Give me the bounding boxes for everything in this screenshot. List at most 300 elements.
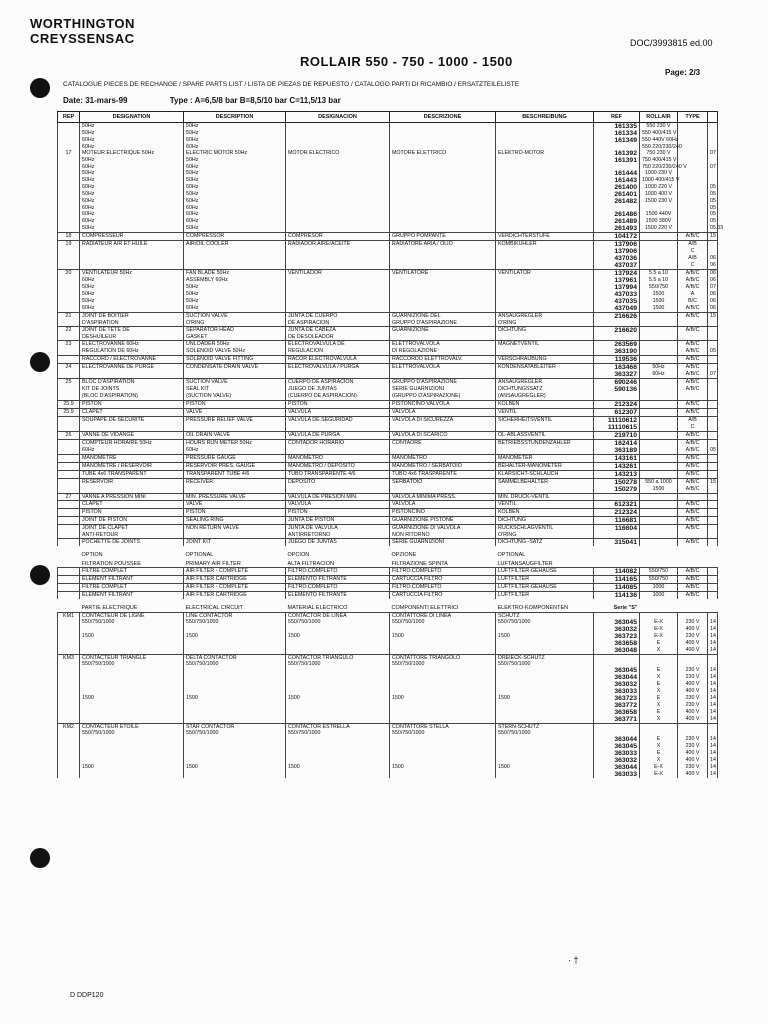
cell-designacion: MOTOR ELECTRICO — [286, 150, 390, 157]
cell-ref-number — [594, 612, 640, 619]
cell-ref: 20 — [58, 270, 80, 278]
cell-beschreibung: 1500 — [496, 764, 594, 771]
cell-beschreibung — [496, 291, 594, 298]
cell-description — [184, 736, 286, 743]
cell-ref-number: 161391 — [594, 157, 640, 164]
table-row — [58, 695, 718, 702]
cell-type: A/B/C — [678, 508, 708, 516]
table-row — [58, 255, 718, 262]
cell-designation: 50Hz — [80, 157, 184, 164]
cell-beschreibung — [496, 716, 594, 723]
cell-ref-number: 437037 — [594, 262, 640, 269]
table-row — [58, 123, 718, 131]
cell-designacion: CONTACTOR TRIANGULO — [286, 655, 390, 662]
cell-description: CONDENSATE DRAIN VALVE — [184, 364, 286, 372]
cell-ref: KM1 — [58, 612, 80, 619]
cell-note: 05 — [708, 211, 718, 218]
cell-designation: CONTACTEUR DE LIGNE — [80, 612, 184, 619]
cell-designation: TUBE 4x6 TRANSPARENT — [80, 470, 184, 478]
cell-rollair: X — [640, 716, 678, 723]
cell-designacion: 550/750/1000 — [286, 661, 390, 667]
cell-ref-number: 363658 — [594, 709, 640, 716]
cell-note: 06 — [708, 305, 718, 313]
cell-descrizione: CONTATTORE STELLA — [390, 724, 496, 731]
cell-note — [708, 439, 718, 447]
cell-beschreibung — [496, 255, 594, 262]
cell-rollair: 750 220/230/240 V — [640, 164, 678, 170]
column-header-description: DESCRIPTION — [184, 112, 286, 123]
cell-note — [708, 431, 718, 439]
table-row — [58, 356, 718, 364]
cell-rollair: X — [640, 702, 678, 709]
cell-note — [708, 379, 718, 387]
cell-ref-number: 119536 — [594, 356, 640, 364]
cell-designation — [80, 702, 184, 709]
cell-designacion — [286, 255, 390, 262]
cell-rollair — [640, 262, 678, 269]
cell-ref-number: 161444 — [594, 170, 640, 177]
cell-beschreibung: LUFTFILTER-GEHAUSE — [496, 567, 594, 575]
cell-designation — [80, 716, 184, 723]
cell-beschreibung — [496, 640, 594, 647]
cell-designation: DESHUILEUR — [80, 334, 184, 341]
cell-designacion: FILTRO COMPLETO — [286, 567, 390, 575]
cell-ref-number: 161334 — [594, 130, 640, 137]
cell-description: 60Hz — [184, 184, 286, 191]
column-header-ref: REP — [58, 112, 80, 123]
cell-note — [708, 724, 718, 731]
cell-ref-number — [594, 334, 640, 341]
cell-rollair: 50Hz — [640, 364, 678, 372]
cell-ref — [58, 177, 80, 184]
cell-ref-number: 137994 — [594, 284, 640, 291]
cell-designation — [80, 709, 184, 716]
cell-beschreibung: VENTIL — [496, 408, 594, 416]
cell-type: 230 V — [678, 674, 708, 681]
cell-type: A/B/C — [678, 348, 708, 356]
cell-note — [708, 591, 718, 599]
cell-beschreibung — [496, 371, 594, 379]
cell-designacion: PISTON — [286, 508, 390, 516]
cell-note — [708, 241, 718, 249]
cell-ref-number: 143261 — [594, 462, 640, 470]
cell-description: SUCTION VALVE — [184, 313, 286, 321]
cell-designacion: RACOR ELECTROVALVULA — [286, 356, 390, 364]
cell-ref-number: 114165 — [594, 575, 640, 583]
table-row — [58, 348, 718, 356]
cell-note — [708, 575, 718, 583]
cell-note — [708, 493, 718, 500]
table-row — [58, 493, 718, 500]
table-row — [58, 277, 718, 284]
cell-beschreibung — [496, 298, 594, 305]
cell-designacion — [286, 248, 390, 255]
cell-beschreibung: LUFTFILTER-GEHAUSE — [496, 583, 594, 591]
cell-descrizione: NON RITORNO — [390, 532, 496, 539]
table-row — [58, 157, 718, 164]
table-row — [58, 583, 718, 591]
cell-designacion: DEPOSITO — [286, 478, 390, 486]
cell-descrizione — [390, 688, 496, 695]
column-header-designacion: DESIGNACION — [286, 112, 390, 123]
cell-type: 230 V — [678, 702, 708, 709]
cell-beschreibung: KLARSICHT-SCHLAUCH — [496, 470, 594, 478]
cell-ref — [58, 454, 80, 462]
cell-descrizione — [390, 702, 496, 709]
cell-type: A/B/C — [678, 567, 708, 575]
cell-note — [708, 327, 718, 335]
cell-descrizione: PISTONCINO VALVOLA — [390, 400, 496, 408]
cell-note: 05 — [708, 447, 718, 455]
cell-designacion — [286, 743, 390, 750]
cell-note — [708, 486, 718, 494]
column-header-beschreibung: BESCHREIBUNG — [496, 112, 594, 123]
cell-ref — [58, 277, 80, 284]
cell-descrizione: VALVOLA DI SICUREZZA — [390, 416, 496, 424]
cell-type: A/B/C — [678, 454, 708, 462]
cell-rollair: 1000 400 V — [640, 191, 678, 198]
cell-ref — [58, 170, 80, 177]
cell-ref — [58, 439, 80, 447]
cell-beschreibung — [496, 211, 594, 218]
cell-description: AIR FILTER - COMPLETE — [184, 583, 286, 591]
cell-description — [184, 681, 286, 688]
cell-ref — [58, 647, 80, 654]
cell-rollair: 1500 230 V — [640, 198, 678, 205]
cell-description — [184, 743, 286, 750]
cell-description: FAN BLADE 50Hz — [184, 270, 286, 278]
cell-ref-number: 261401 — [594, 191, 640, 198]
cell-beschreibung: KOMBIKUHLER — [496, 241, 594, 249]
cell-ref-number: 363658 — [594, 640, 640, 647]
cell-designacion: CONTACTOR DE LINEA — [286, 612, 390, 619]
cell-descrizione — [390, 743, 496, 750]
cell-type — [678, 184, 708, 191]
cell-designation: MOTEUR ELECTRIQUE 50Hz — [80, 150, 184, 157]
cell-designacion: MATERIAL ELECTRICO — [287, 604, 348, 611]
cell-note: 14 — [708, 626, 718, 633]
cell-ref: 25.9 — [58, 400, 80, 408]
table-row — [58, 612, 718, 619]
cell-ref-number: 363327 — [594, 371, 640, 379]
table-row — [58, 764, 718, 771]
cell-designation: FILTRE COMPLET — [80, 567, 184, 575]
cell-note: 05 — [708, 191, 718, 198]
cell-designation: 50Hz — [80, 123, 184, 131]
cell-designation: 50Hz — [80, 177, 184, 184]
cell-note: 14 — [708, 667, 718, 674]
cell-rollair: 1500 — [640, 298, 678, 305]
cell-descrizione: 550/750/1000 — [390, 661, 496, 667]
table-row — [58, 549, 718, 558]
cell-type: A/B/C — [678, 470, 708, 478]
cell-rollair: 750 230 V — [640, 150, 678, 157]
cell-designation: REGULATION DE 60Hz — [80, 348, 184, 356]
cell-designacion: JUNTA DE PISTON — [286, 516, 390, 524]
cell-designation: MANOMETRE — [80, 454, 184, 462]
cell-designation: SOUPAPE DE SECURITE — [80, 416, 184, 424]
cell-ref-number: 363032 — [594, 681, 640, 688]
cell-beschreibung: 550/750/1000 — [496, 661, 594, 667]
cell-descrizione: CARTUCCIA FILTRO — [390, 591, 496, 599]
cell-description: 60Hz — [184, 205, 286, 211]
cell-descrizione — [390, 716, 496, 723]
cell-designation: RADIATEUR AIR ET HUILE — [80, 241, 184, 249]
cell-type: 230 V — [678, 619, 708, 626]
cell-designacion — [286, 424, 390, 432]
cell-rollair — [640, 424, 678, 432]
cell-designation — [80, 736, 184, 743]
cell-designacion: CONTACTOR ESTRELLA — [286, 724, 390, 731]
cell-note — [708, 248, 718, 255]
cell-type: A/B — [678, 241, 708, 249]
cell-rollair: E — [640, 750, 678, 757]
cell-type: A/B/C — [678, 431, 708, 439]
cell-type: 400 V — [678, 716, 708, 723]
cell-beschreibung: DICHTUNGSSATZ — [496, 386, 594, 393]
cell-note — [708, 424, 718, 432]
cell-description: JOINT KIT — [184, 538, 286, 546]
cell-descrizione — [390, 757, 496, 764]
footer-code: D DDP120 — [70, 992, 104, 999]
cell-type: A/B/C — [678, 462, 708, 470]
cell-description — [184, 647, 286, 654]
cell-rollair — [640, 470, 678, 478]
cell-ref — [58, 583, 80, 591]
cell-type — [678, 602, 708, 613]
cell-type: A/B/C — [678, 341, 708, 349]
cell-note: 14 — [708, 633, 718, 640]
cell-designacion — [286, 626, 390, 633]
cell-description — [184, 702, 286, 709]
table-row — [58, 364, 718, 372]
cell-designacion: CONTADOR HORARIO — [286, 439, 390, 447]
cell-type: A/B/C — [678, 379, 708, 387]
cell-designacion — [286, 667, 390, 674]
cell-ref-number: 363032 — [594, 757, 640, 764]
cell-description — [184, 750, 286, 757]
cell-designacion: REGULACION — [286, 348, 390, 356]
cell-designacion: ELEMENTO FILTRANTE — [286, 575, 390, 583]
cell-rollair: 1500 — [640, 305, 678, 313]
cell-note: 14 — [708, 695, 718, 702]
cell-note — [708, 130, 718, 137]
cell-rollair — [640, 508, 678, 516]
cell-rollair: E — [640, 709, 678, 716]
cell-descrizione — [390, 750, 496, 757]
cell-ref-number: 137906 — [594, 248, 640, 255]
cell-ref — [58, 478, 80, 486]
table-row — [58, 284, 718, 291]
cell-rollair: E-X — [640, 626, 678, 633]
table-row — [58, 500, 718, 508]
cell-beschreibung: VERDICHTERSTUFE — [496, 233, 594, 241]
cell-type: A/B/C — [678, 364, 708, 372]
handwritten-mark: · † — [568, 955, 579, 965]
cell-ref — [58, 320, 80, 327]
cell-type: A/B/C — [678, 439, 708, 447]
table-row — [58, 709, 718, 716]
cell-type — [678, 532, 708, 539]
cell-description: UNLOADER 50Hz — [184, 341, 286, 349]
cell-rollair — [640, 379, 678, 387]
cell-beschreibung — [496, 170, 594, 177]
cell-descrizione: VENTILATORE — [390, 270, 496, 278]
cell-ref-number: 104172 — [594, 233, 640, 241]
cell-description: VALVE — [184, 500, 286, 508]
cell-type: 230 V — [678, 695, 708, 702]
column-header-note — [708, 112, 718, 123]
cell-ref-number: 143213 — [594, 470, 640, 478]
cell-rollair — [640, 724, 678, 731]
table-row — [58, 431, 718, 439]
table-row — [58, 447, 718, 455]
cell-designacion — [286, 771, 390, 778]
cell-rollair — [640, 334, 678, 341]
cell-ref-number: 161335 — [594, 123, 640, 131]
cell-note: 06 — [708, 255, 718, 262]
cell-beschreibung — [496, 218, 594, 225]
cell-ref — [58, 211, 80, 218]
cell-ref-number: 216626 — [594, 313, 640, 321]
cell-descrizione: PISTONCINO — [390, 508, 496, 516]
cell-rollair: 1500 220 V — [640, 225, 678, 233]
cell-designacion: TUBO TRANSPARENTE 4/6 — [286, 470, 390, 478]
cell-beschreibung — [496, 262, 594, 269]
cell-type — [678, 218, 708, 225]
cell-description: (SUCTION VALVE) — [184, 393, 286, 400]
cell-designacion — [286, 681, 390, 688]
cell-description: 550/750/1000 — [184, 730, 286, 736]
cell-note — [708, 320, 718, 327]
cell-beschreibung — [496, 757, 594, 764]
cell-type: A/B/C — [678, 284, 708, 291]
table-row — [58, 270, 718, 278]
cell-type: C — [678, 424, 708, 432]
cell-note: 14 — [708, 640, 718, 647]
cell-designacion: DE ASPIRACION — [286, 320, 390, 327]
table-row — [58, 262, 718, 269]
cell-ref-number — [594, 320, 640, 327]
cell-designacion: MANOMETRO / DEPOSITO — [286, 462, 390, 470]
cell-designation — [80, 743, 184, 750]
cell-description: RESERVOIR PRES. GAUGE — [184, 462, 286, 470]
cell-rollair: 1500 380V — [640, 218, 678, 225]
cell-note — [708, 416, 718, 424]
cell-designation: 50Hz — [80, 191, 184, 198]
cell-note: 14 — [708, 750, 718, 757]
cell-rollair — [640, 416, 678, 424]
cell-note: 14 — [708, 619, 718, 626]
cell-descrizione: CONTATTORE TRIANGOLO — [390, 655, 496, 662]
cell-description: AIR FILTER CARTRIDGE — [184, 591, 286, 599]
cell-ref — [58, 750, 80, 757]
cell-description: GASKET — [184, 334, 286, 341]
cell-ref-number: 137924 — [594, 270, 640, 278]
cell-description — [184, 674, 286, 681]
cell-designacion — [286, 291, 390, 298]
cell-type: A/B — [678, 416, 708, 424]
cell-descrizione: 550/750/1000 — [390, 619, 496, 626]
cell-ref-number: 161349 — [594, 137, 640, 144]
cell-type: A/B/C — [678, 591, 708, 599]
cell-ref-number — [594, 724, 640, 731]
cell-note — [708, 454, 718, 462]
cell-designation — [80, 647, 184, 654]
cell-designation: RESERVOIR — [80, 478, 184, 486]
cell-designacion — [286, 736, 390, 743]
cell-designacion — [286, 184, 390, 191]
table-row — [58, 736, 718, 743]
cell-description — [184, 262, 286, 269]
cell-type: 400 V — [678, 688, 708, 695]
column-header-type: TYPE — [678, 112, 708, 123]
cell-rollair — [640, 500, 678, 508]
cell-ref: 21 — [58, 313, 80, 321]
cell-descrizione: FILTRO COMPLETO — [390, 583, 496, 591]
cell-note: 14 — [708, 757, 718, 764]
page-title: ROLLAIR 550 - 750 - 1000 - 1500 — [300, 54, 513, 69]
cell-designacion: 1500 — [286, 695, 390, 702]
cell-ref-number: 11110615 — [594, 424, 640, 432]
cell-descrizione: (GRUPPO D'ASPIRAZIONE) — [390, 393, 496, 400]
cell-ref-number: 363033 — [594, 771, 640, 778]
cell-beschreibung: LUFTFILTER — [496, 591, 594, 599]
cell-ref — [58, 716, 80, 723]
cell-descrizione — [390, 681, 496, 688]
cell-ref — [58, 157, 80, 164]
cell-beschreibung — [496, 681, 594, 688]
table-row — [58, 702, 718, 709]
cell-rollair — [640, 400, 678, 408]
cell-designacion: FILTRO COMPLETO — [286, 583, 390, 591]
cell-ref: 27 — [58, 493, 80, 500]
cell-type: 230 V — [678, 667, 708, 674]
cell-designacion: JUNTA DE VALVULA — [286, 524, 390, 532]
cell-ref — [58, 558, 80, 568]
cell-designation — [80, 486, 184, 494]
cell-type: 400 V — [678, 647, 708, 654]
column-header-designation: DESIGNATION — [80, 112, 184, 123]
cell-ref-number: 212324 — [594, 400, 640, 408]
cell-descrizione — [390, 305, 496, 313]
cell-ref — [58, 771, 80, 778]
cell-note: 14 — [708, 716, 718, 723]
cell-ref — [58, 486, 80, 494]
cell-beschreibung: VERSCHRAUBUNG — [496, 356, 594, 364]
cell-type: A/B/C — [678, 356, 708, 364]
cell-note: 05 — [708, 198, 718, 205]
cell-rollair: 1500 — [640, 291, 678, 298]
cell-rollair: X — [640, 647, 678, 654]
cell-designacion: VALVULA DE PRESION MIN. — [286, 493, 390, 500]
cell-designacion — [286, 640, 390, 647]
cell-rollair — [640, 493, 678, 500]
cell-note: 15 — [708, 313, 718, 321]
cell-designacion: ANTIRRETORNO — [286, 532, 390, 539]
cell-ref-number: 363045 — [594, 619, 640, 626]
cell-note: 06 — [708, 270, 718, 278]
cell-description: PRIMARY AIR FILTER — [185, 560, 241, 567]
cell-designation: 550/750/1000 — [80, 730, 184, 736]
cell-type: A/B/C — [678, 408, 708, 416]
cell-type: 400 V — [678, 750, 708, 757]
cell-designacion: VALVULA — [286, 408, 390, 416]
cell-designation: 60Hz — [80, 184, 184, 191]
cell-description: 50Hz — [184, 298, 286, 305]
table-row — [58, 575, 718, 583]
cell-descrizione: SERIE GUARNIZIONI — [390, 538, 496, 546]
